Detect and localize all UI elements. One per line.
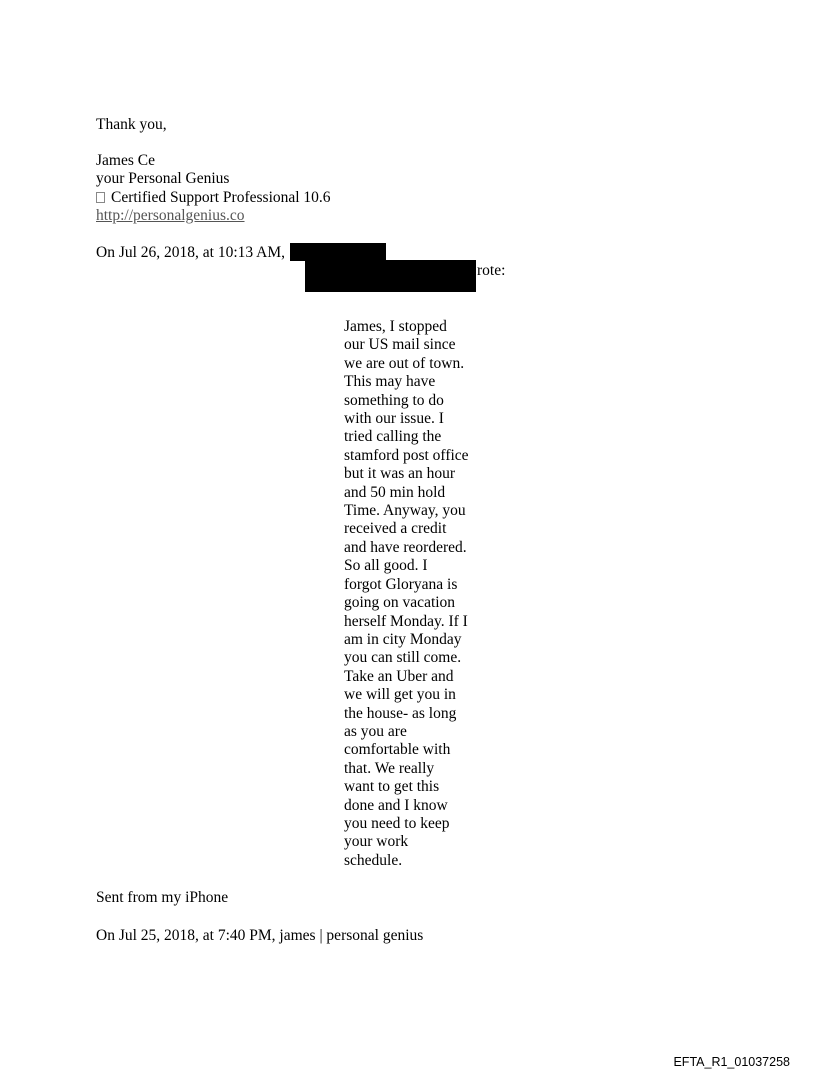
quoted-message-line: am in city Monday — [344, 630, 462, 648]
reply-header-suffix: rote: — [477, 262, 506, 279]
quoted-message-line: we will get you in — [344, 686, 456, 704]
quoted-message-line: forgot Gloryana is — [344, 575, 458, 593]
quoted-message — [344, 318, 484, 870]
quoted-message-line: and have reordered. — [344, 538, 467, 556]
quoted-message-line: going on vacation — [344, 594, 456, 612]
quoted-message-line: your work — [344, 833, 409, 851]
quoted-message-line: So all good. I — [344, 557, 428, 575]
quoted-message-line: you need to keep — [344, 814, 450, 832]
quoted-message-line: Time. Anyway, you — [344, 502, 466, 520]
signature-certification — [96, 189, 331, 207]
quoted-message-line: herself Monday. If I — [344, 612, 468, 630]
quoted-message-line: you can still come. — [344, 649, 462, 667]
quoted-message-line: tried calling the — [344, 428, 442, 446]
signature-title: your Personal Genius — [96, 170, 230, 187]
quoted-message-line: and 50 min hold — [344, 483, 446, 501]
quoted-message-line: want to get this — [344, 778, 440, 796]
signature-name: James Ce — [96, 152, 155, 169]
quoted-message-line: Take an Uber and — [344, 667, 454, 685]
quoted-message-line: that. We really — [344, 759, 435, 777]
quoted-message-line: as you are — [344, 722, 407, 740]
signature-url-link[interactable]: http://personalgenius.co — [96, 207, 245, 224]
document-id: EFTA_R1_01037258 — [673, 1055, 790, 1069]
quoted-message-line: our US mail since — [344, 336, 456, 354]
quoted-message-line: we are out of town. — [344, 354, 465, 372]
quoted-message-line: the house- as long — [344, 704, 457, 722]
earlier-message-header: On Jul 25, 2018, at 7:40 PM, james | personal genius — [96, 927, 424, 944]
quoted-message-line: but it was an hour — [344, 465, 456, 483]
redaction-block-1 — [290, 243, 386, 261]
sent-from-text: Sent from my iPhone — [96, 889, 229, 906]
missing-glyph-icon — [96, 192, 105, 203]
quoted-message-line: received a credit — [344, 520, 447, 538]
certification-text: Certified Support Professional 10.6 — [111, 189, 331, 206]
quoted-message-line: stamford post office — [344, 446, 469, 464]
redaction-block-2 — [305, 260, 476, 292]
quoted-message-line: comfortable with — [344, 741, 451, 759]
reply-header-prefix: On Jul 26, 2018, at 10:13 AM, — [96, 244, 286, 261]
quoted-message-line: something to do — [344, 391, 444, 409]
quoted-message-line: schedule. — [344, 851, 403, 869]
signature-url-line — [96, 207, 245, 225]
quoted-message-line: This may have — [344, 373, 436, 391]
quoted-message-line: done and I know — [344, 796, 448, 814]
quoted-message-line: with our issue. I — [344, 410, 444, 428]
closing-text: Thank you, — [96, 116, 167, 133]
quoted-message-line: James, I stopped — [344, 318, 447, 335]
